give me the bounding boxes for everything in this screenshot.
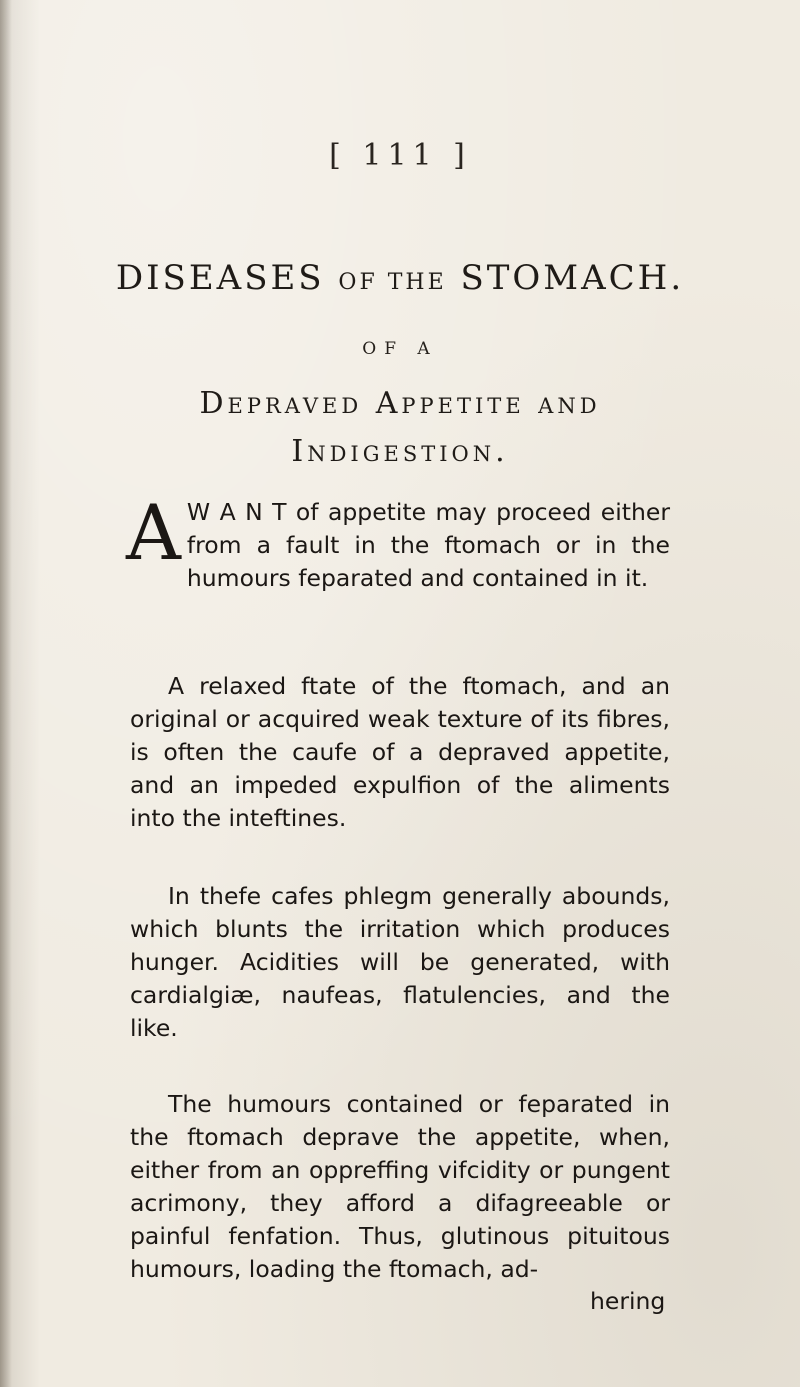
binding-shadow: [0, 0, 12, 1387]
paragraph-3: In thefe cafes phlegm generally abounds, which blunts the irritation which produces hunger. Acidities will be generated, with cardialgiæ, naufeas, flatulencies, and the like.: [130, 882, 670, 1042]
catchword: hering: [590, 1287, 666, 1315]
paragraph-4: The humours contained or feparated in the ftomach deprave the appetite, when, either from an oppreffing vifcidity or pungent acrimony, they afford a difagreeable or painful fenfation. Thus, glutinous pituitous humours, loading the ftomach, ad-: [130, 1090, 670, 1283]
page-number: [ 111 ]: [329, 138, 471, 173]
paragraph-1-text: W A N T of appetite may proceed either from a fault in the ftomach or in the humours feparated and contained in it.: [186, 498, 670, 592]
chapter-title: [0, 258, 800, 298]
subtitle-line-2: Indigestion.: [291, 434, 509, 469]
drop-cap: A: [126, 488, 181, 577]
section-subtitle: [0, 380, 800, 476]
paragraph-1: [126, 488, 670, 595]
paragraph-2: A relaxed ftate of the ftomach, and an original or acquired weak texture of its fibres, is often the caufe of a depraved appetite, and an impeded expulfion of the aliments into the inteftines.: [130, 672, 670, 832]
title-diseases: DISEASES: [115, 258, 325, 298]
title-stomach: STOMACH.: [460, 258, 685, 298]
title-of-the: OF THE: [338, 270, 447, 295]
title-of-a: OF A: [362, 339, 438, 359]
subtitle-line-1: Depraved Appetite and: [199, 386, 601, 421]
